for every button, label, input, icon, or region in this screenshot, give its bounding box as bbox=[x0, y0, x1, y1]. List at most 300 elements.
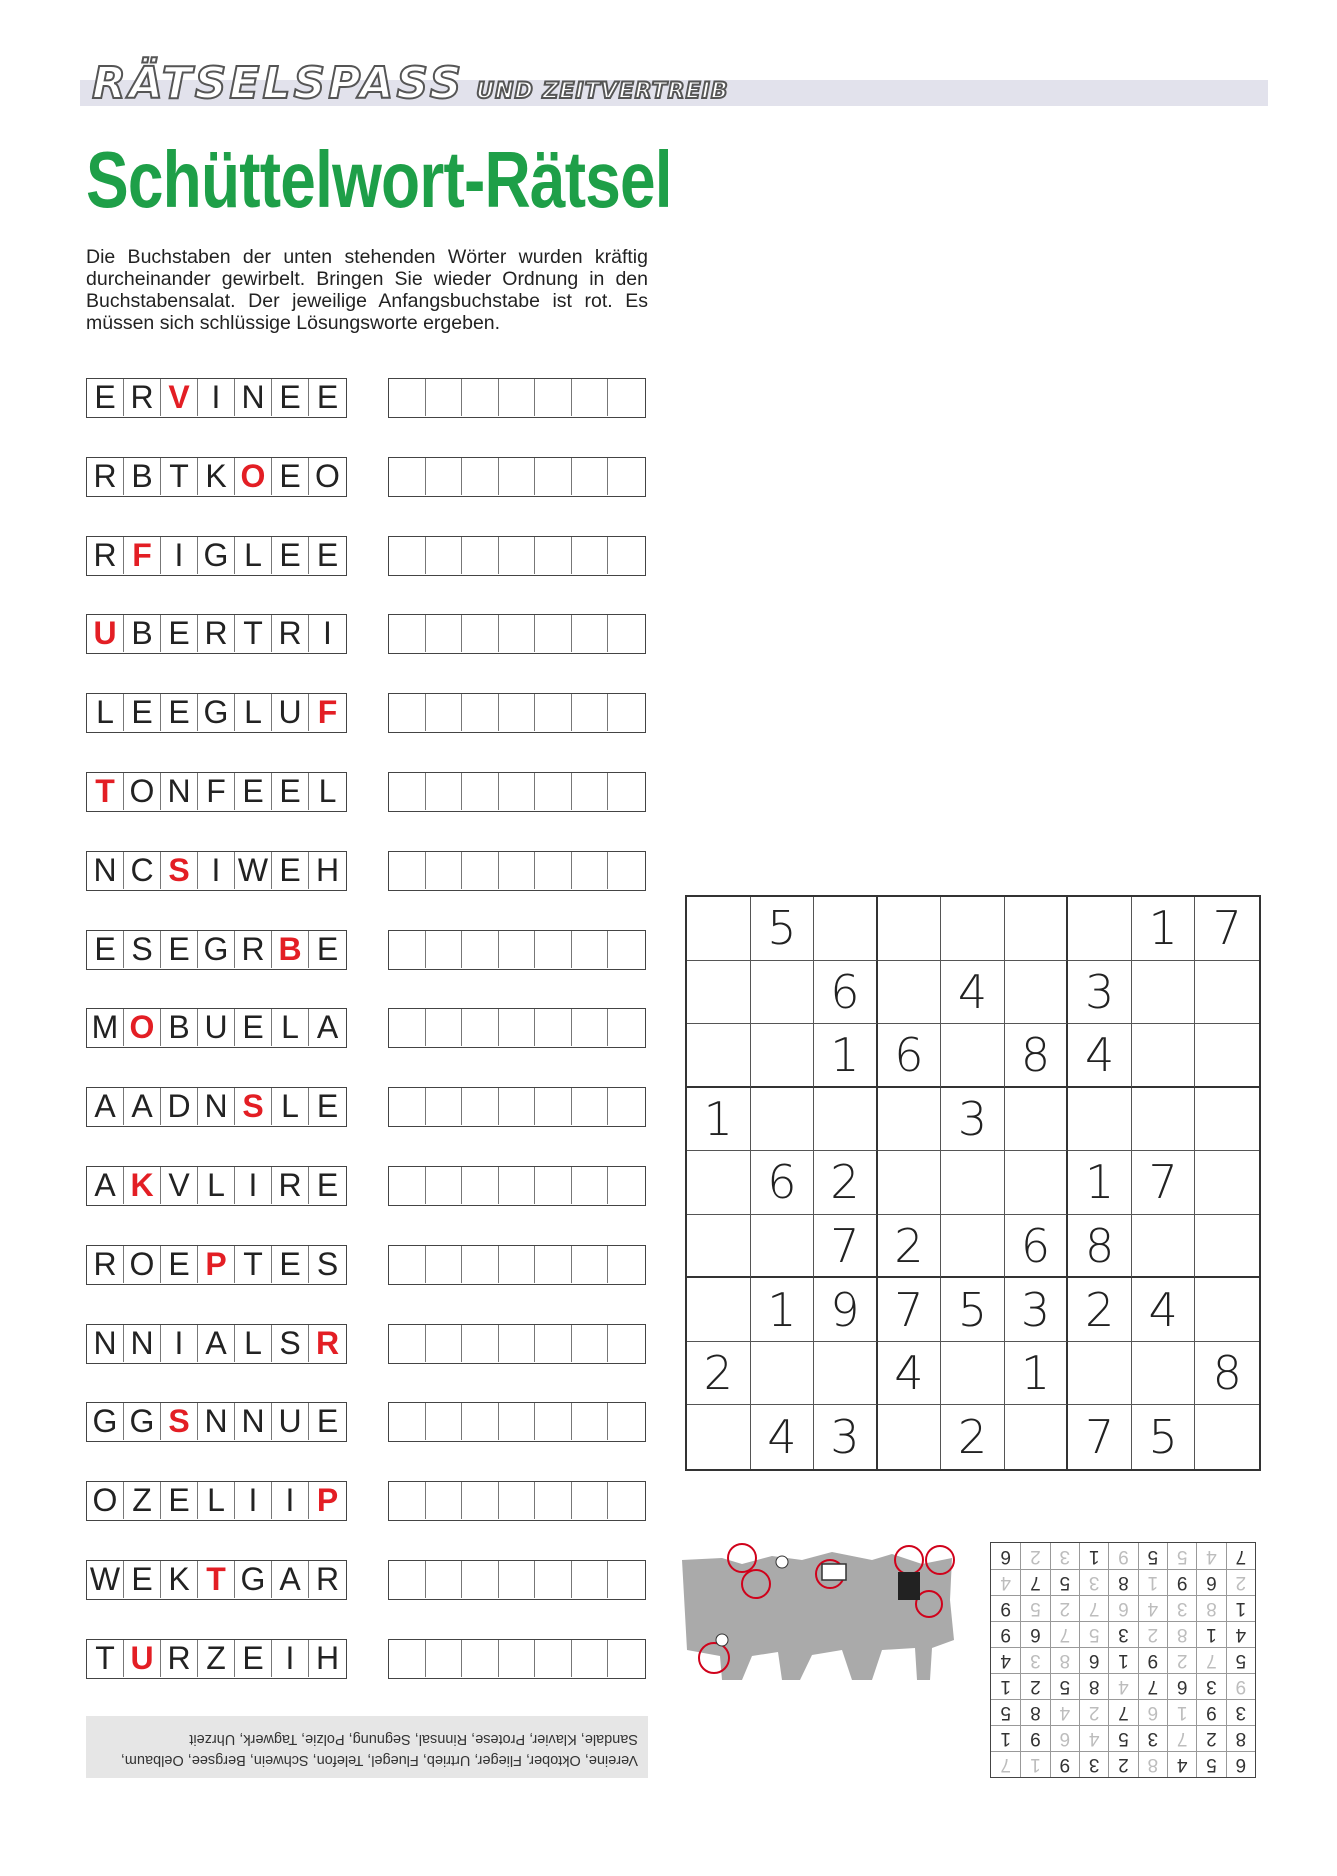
answer-cell[interactable] bbox=[426, 852, 463, 889]
puzzle-row bbox=[86, 1639, 651, 1681]
answer-cell[interactable] bbox=[426, 1561, 463, 1598]
sudoku-cell[interactable] bbox=[1005, 897, 1069, 961]
start-letter-cell: T bbox=[87, 773, 124, 810]
letter-cell: G bbox=[198, 694, 235, 731]
letter-cell: E bbox=[161, 1482, 198, 1519]
answer-cell[interactable] bbox=[499, 1561, 536, 1598]
letter-cell: D bbox=[161, 1088, 198, 1125]
answer-cell[interactable] bbox=[499, 1009, 536, 1046]
sudoku-cell[interactable] bbox=[1005, 961, 1069, 1025]
answer-cell[interactable] bbox=[462, 931, 499, 968]
start-letter-cell: R bbox=[315, 1324, 340, 1361]
answer-cell[interactable] bbox=[608, 1561, 645, 1598]
sudoku-cell[interactable] bbox=[878, 897, 942, 961]
answer-cell[interactable] bbox=[572, 1561, 609, 1598]
letter-cell: L bbox=[198, 1167, 235, 1204]
answer-boxes[interactable] bbox=[388, 536, 646, 576]
answer-cell[interactable] bbox=[426, 1009, 463, 1046]
answer-cell[interactable] bbox=[499, 1482, 536, 1519]
puzzle-row bbox=[86, 457, 651, 499]
answer-cell[interactable] bbox=[426, 1403, 463, 1440]
sudoku-cell[interactable] bbox=[687, 1278, 751, 1342]
sudoku-cell[interactable] bbox=[1132, 1342, 1196, 1406]
scrambled-word bbox=[86, 536, 347, 576]
answer-boxes[interactable] bbox=[388, 772, 646, 812]
puzzle-row bbox=[86, 1560, 651, 1602]
header-title-sub: UND ZEITVERTREIB bbox=[476, 79, 729, 104]
sudoku-cell[interactable] bbox=[1195, 1088, 1259, 1152]
sudoku-cell[interactable] bbox=[687, 1024, 751, 1088]
solution-box bbox=[86, 1716, 648, 1778]
letter-cell: N bbox=[235, 1403, 272, 1440]
answer-cell[interactable] bbox=[426, 1246, 463, 1283]
answer-cell[interactable] bbox=[535, 537, 572, 574]
answer-boxes[interactable] bbox=[388, 1245, 646, 1285]
answer-cell[interactable] bbox=[389, 1561, 426, 1598]
answer-boxes[interactable] bbox=[388, 1008, 646, 1048]
answer-cell[interactable] bbox=[426, 931, 463, 968]
letter-cell: S bbox=[316, 1245, 339, 1282]
sudoku-cell: 2 bbox=[1068, 1278, 1132, 1342]
mini-sudoku-cell: 1 bbox=[1196, 1621, 1225, 1647]
answer-cell[interactable] bbox=[572, 537, 609, 574]
answer-cell[interactable] bbox=[462, 1403, 499, 1440]
answer-cell[interactable] bbox=[389, 1325, 426, 1362]
answer-cell[interactable] bbox=[499, 379, 536, 416]
answer-cell[interactable] bbox=[608, 379, 645, 416]
letter-cell: K bbox=[198, 458, 235, 495]
answer-cell[interactable] bbox=[426, 1640, 463, 1677]
sudoku-cell[interactable] bbox=[1068, 1342, 1132, 1406]
puzzle-row bbox=[86, 1087, 651, 1129]
puzzle-row bbox=[86, 1008, 651, 1050]
letter-cell: W bbox=[87, 1561, 124, 1598]
answer-cell[interactable] bbox=[608, 852, 645, 889]
answer-cell[interactable] bbox=[499, 615, 536, 652]
mini-sudoku-cell: 4 bbox=[991, 1569, 1020, 1595]
letter-cell: T bbox=[161, 458, 198, 495]
answer-cell[interactable] bbox=[535, 1088, 572, 1125]
answer-boxes[interactable] bbox=[388, 1639, 646, 1679]
answer-cell[interactable] bbox=[499, 852, 536, 889]
start-letter-cell: O bbox=[235, 458, 272, 495]
answer-cell[interactable] bbox=[608, 1009, 645, 1046]
mini-sudoku-cell: 9 bbox=[1167, 1569, 1196, 1595]
sudoku-cell[interactable] bbox=[751, 961, 815, 1025]
letter-cell: N bbox=[124, 1325, 161, 1362]
start-letter-cell: B bbox=[272, 931, 309, 968]
mini-sudoku-cell: 8 bbox=[1138, 1751, 1167, 1777]
answer-cell[interactable] bbox=[608, 694, 645, 731]
answer-cell[interactable] bbox=[535, 1325, 572, 1362]
scrambled-word bbox=[86, 1402, 347, 1442]
answer-cell[interactable] bbox=[462, 379, 499, 416]
puzzle-row bbox=[86, 1324, 651, 1366]
answer-cell[interactable] bbox=[389, 537, 426, 574]
sudoku-cell[interactable] bbox=[814, 1088, 878, 1152]
answer-cell[interactable] bbox=[499, 1088, 536, 1125]
answer-cell[interactable] bbox=[462, 1009, 499, 1046]
letter-cell: E bbox=[316, 1403, 339, 1440]
sudoku-cell: 4 bbox=[878, 1342, 942, 1406]
answer-cell[interactable] bbox=[572, 1325, 609, 1362]
answer-cell[interactable] bbox=[499, 931, 536, 968]
start-letter-cell: O bbox=[124, 1009, 161, 1046]
mini-sudoku-cell: 9 bbox=[1196, 1699, 1225, 1725]
puzzle-row bbox=[86, 851, 651, 893]
answer-cell[interactable] bbox=[535, 931, 572, 968]
answer-cell[interactable] bbox=[535, 1167, 572, 1204]
sudoku-cell[interactable] bbox=[1132, 1215, 1196, 1279]
answer-cell[interactable] bbox=[462, 852, 499, 889]
start-letter-cell: U bbox=[124, 1640, 161, 1677]
mini-sudoku-cell: 8 bbox=[1196, 1595, 1225, 1621]
scrambled-word bbox=[86, 693, 347, 733]
answer-cell[interactable] bbox=[499, 773, 536, 810]
mini-sudoku-cell: 2 bbox=[1020, 1673, 1049, 1699]
sudoku-cell[interactable] bbox=[878, 1151, 942, 1215]
letter-cell: E bbox=[316, 1167, 339, 1203]
sudoku-cell[interactable] bbox=[941, 1342, 1005, 1406]
puzzle-row bbox=[86, 536, 651, 578]
sudoku-cell[interactable] bbox=[1005, 1151, 1069, 1215]
answer-cell[interactable] bbox=[572, 379, 609, 416]
sudoku-cell[interactable] bbox=[1132, 1024, 1196, 1088]
answer-boxes[interactable] bbox=[388, 930, 646, 970]
answer-boxes[interactable] bbox=[388, 693, 646, 733]
sudoku-cell: 4 bbox=[1132, 1278, 1196, 1342]
letter-cell: E bbox=[124, 694, 161, 731]
mini-sudoku-cell: 6 bbox=[1196, 1569, 1225, 1595]
answer-cell[interactable] bbox=[499, 1246, 536, 1283]
sudoku-cell[interactable] bbox=[1195, 1024, 1259, 1088]
puzzle-row bbox=[86, 1245, 651, 1287]
letter-cell: G bbox=[87, 1403, 124, 1440]
sudoku-cell[interactable] bbox=[1195, 1215, 1259, 1279]
answer-cell[interactable] bbox=[389, 694, 426, 731]
answer-cell[interactable] bbox=[462, 694, 499, 731]
answer-cell[interactable] bbox=[462, 773, 499, 810]
mini-sudoku-cell: 4 bbox=[1226, 1621, 1255, 1647]
sudoku-cell[interactable] bbox=[941, 1151, 1005, 1215]
answer-cell[interactable] bbox=[608, 1640, 645, 1677]
scrambled-word bbox=[86, 772, 347, 812]
answer-cell[interactable] bbox=[535, 773, 572, 810]
letter-cell: E bbox=[235, 1640, 272, 1677]
answer-cell[interactable] bbox=[499, 694, 536, 731]
mini-sudoku-cell: 2 bbox=[1196, 1725, 1225, 1751]
answer-boxes[interactable] bbox=[388, 1560, 646, 1600]
sudoku-cell[interactable] bbox=[941, 897, 1005, 961]
answer-cell[interactable] bbox=[389, 379, 426, 416]
sudoku-cell[interactable] bbox=[1132, 1088, 1196, 1152]
answer-cell[interactable] bbox=[572, 1403, 609, 1440]
answer-cell[interactable] bbox=[572, 931, 609, 968]
letter-cell: I bbox=[198, 852, 235, 889]
answer-cell[interactable] bbox=[462, 1088, 499, 1125]
answer-boxes[interactable] bbox=[388, 1087, 646, 1127]
answer-cell[interactable] bbox=[499, 1167, 536, 1204]
answer-cell[interactable] bbox=[572, 1088, 609, 1125]
answer-cell[interactable] bbox=[462, 1482, 499, 1519]
answer-cell[interactable] bbox=[389, 1640, 426, 1677]
scrambled-word bbox=[86, 1481, 347, 1521]
letter-cell: U bbox=[272, 1403, 309, 1440]
letter-cell: W bbox=[235, 852, 272, 889]
sudoku-cell[interactable] bbox=[1005, 1088, 1069, 1152]
mini-sudoku-cell: 1 bbox=[1108, 1647, 1137, 1673]
answer-cell[interactable] bbox=[389, 1009, 426, 1046]
answer-cell[interactable] bbox=[572, 852, 609, 889]
sudoku-cell: 8 bbox=[1005, 1024, 1069, 1088]
answer-cell[interactable] bbox=[608, 537, 645, 574]
answer-cell[interactable] bbox=[608, 458, 645, 495]
sudoku-cell[interactable] bbox=[941, 1215, 1005, 1279]
answer-cell[interactable] bbox=[462, 615, 499, 652]
sudoku-cell[interactable] bbox=[814, 897, 878, 961]
answer-boxes[interactable] bbox=[388, 851, 646, 891]
answer-cell[interactable] bbox=[426, 694, 463, 731]
answer-cell[interactable] bbox=[389, 1246, 426, 1283]
answer-cell[interactable] bbox=[426, 1482, 463, 1519]
answer-cell[interactable] bbox=[462, 1325, 499, 1362]
answer-boxes[interactable] bbox=[388, 1166, 646, 1206]
answer-cell[interactable] bbox=[572, 1167, 609, 1204]
sudoku-grid bbox=[685, 895, 1261, 1471]
letter-cell: R bbox=[161, 1640, 198, 1677]
answer-boxes[interactable] bbox=[388, 457, 646, 497]
answer-cell[interactable] bbox=[426, 1325, 463, 1362]
letter-cell: B bbox=[124, 615, 161, 652]
letter-cell: N bbox=[198, 1403, 235, 1440]
sudoku-cell[interactable] bbox=[1068, 897, 1132, 961]
answer-cell[interactable] bbox=[572, 615, 609, 652]
answer-cell[interactable] bbox=[535, 1482, 572, 1519]
sudoku-cell: 2 bbox=[941, 1405, 1005, 1469]
mini-sudoku-cell: 4 bbox=[991, 1647, 1020, 1673]
letter-cell: N bbox=[235, 379, 272, 416]
answer-cell[interactable] bbox=[499, 1403, 536, 1440]
letter-cell: E bbox=[316, 1088, 339, 1125]
sudoku-cell: 4 bbox=[751, 1405, 815, 1469]
mini-sudoku-cell: 3 bbox=[1108, 1621, 1137, 1647]
answer-cell[interactable] bbox=[499, 1640, 536, 1677]
answer-cell[interactable] bbox=[572, 1482, 609, 1519]
mini-sudoku-cell: 1 bbox=[991, 1673, 1020, 1699]
mini-sudoku-cell: 6 bbox=[1226, 1751, 1255, 1777]
sudoku-cell: 6 bbox=[1005, 1215, 1069, 1279]
sudoku-cell[interactable] bbox=[751, 1342, 815, 1406]
answer-cell[interactable] bbox=[426, 1088, 463, 1125]
answer-cell[interactable] bbox=[389, 458, 426, 495]
answer-cell[interactable] bbox=[572, 694, 609, 731]
answer-cell[interactable] bbox=[389, 852, 426, 889]
letter-cell: L bbox=[235, 1325, 272, 1362]
answer-cell[interactable] bbox=[535, 458, 572, 495]
sudoku-cell[interactable] bbox=[687, 1215, 751, 1279]
sudoku-cell[interactable] bbox=[1068, 1088, 1132, 1152]
answer-cell[interactable] bbox=[389, 1482, 426, 1519]
sudoku-cell[interactable] bbox=[878, 1405, 942, 1469]
letter-cell: E bbox=[161, 615, 198, 652]
answer-cell[interactable] bbox=[426, 773, 463, 810]
answer-cell[interactable] bbox=[572, 1246, 609, 1283]
letter-cell: E bbox=[272, 537, 309, 574]
mini-sudoku-cell: 9 bbox=[1108, 1543, 1137, 1569]
answer-cell[interactable] bbox=[462, 1167, 499, 1204]
mini-sudoku-cell: 6 bbox=[1108, 1595, 1137, 1621]
sudoku-cell[interactable] bbox=[878, 1088, 942, 1152]
answer-cell[interactable] bbox=[608, 1325, 645, 1362]
answer-cell[interactable] bbox=[608, 1246, 645, 1283]
sudoku-cell[interactable] bbox=[1195, 1278, 1259, 1342]
scrambled-word bbox=[86, 851, 347, 891]
start-letter-cell: T bbox=[198, 1561, 235, 1598]
answer-cell[interactable] bbox=[535, 1246, 572, 1283]
sudoku-cell[interactable] bbox=[878, 961, 942, 1025]
sudoku-cell[interactable] bbox=[1005, 1405, 1069, 1469]
letter-cell: S bbox=[272, 1325, 309, 1362]
sudoku-cell[interactable] bbox=[687, 1151, 751, 1215]
sudoku-cell[interactable] bbox=[941, 1024, 1005, 1088]
answer-cell[interactable] bbox=[572, 458, 609, 495]
mini-sudoku-cell: 1 bbox=[1020, 1751, 1049, 1777]
letter-cell: O bbox=[124, 1246, 161, 1283]
sudoku-cell: 4 bbox=[941, 961, 1005, 1025]
sudoku-cell[interactable] bbox=[814, 1342, 878, 1406]
letter-cell: I bbox=[272, 1640, 309, 1677]
sudoku-cell[interactable] bbox=[687, 961, 751, 1025]
answer-cell[interactable] bbox=[499, 1325, 536, 1362]
sudoku-cell[interactable] bbox=[687, 1405, 751, 1469]
letter-cell: R bbox=[315, 1561, 340, 1597]
answer-cell[interactable] bbox=[499, 537, 536, 574]
sudoku-cell[interactable] bbox=[687, 897, 751, 961]
answer-cell[interactable] bbox=[389, 615, 426, 652]
mini-sudoku-cell: 3 bbox=[1196, 1673, 1225, 1699]
sudoku-cell[interactable] bbox=[1195, 961, 1259, 1025]
answer-boxes[interactable] bbox=[388, 1324, 646, 1364]
answer-cell[interactable] bbox=[426, 458, 463, 495]
answer-cell[interactable] bbox=[426, 537, 463, 574]
answer-boxes[interactable] bbox=[388, 614, 646, 654]
scrambled-word bbox=[86, 457, 347, 497]
mini-sudoku-cell: 5 bbox=[1108, 1725, 1137, 1751]
sudoku-cell[interactable] bbox=[1132, 961, 1196, 1025]
answer-cell[interactable] bbox=[389, 773, 426, 810]
answer-cell[interactable] bbox=[535, 1561, 572, 1598]
sudoku-cell: 7 bbox=[1195, 897, 1259, 961]
letter-cell: R bbox=[124, 379, 161, 416]
puzzle-row bbox=[86, 930, 651, 972]
answer-cell[interactable] bbox=[535, 379, 572, 416]
mini-sudoku-cell: 7 bbox=[1167, 1725, 1196, 1751]
scrambled-word bbox=[86, 930, 347, 970]
letter-cell: G bbox=[124, 1403, 161, 1440]
answer-cell[interactable] bbox=[535, 694, 572, 731]
answer-cell[interactable] bbox=[572, 1009, 609, 1046]
answer-cell[interactable] bbox=[426, 1167, 463, 1204]
letter-cell: B bbox=[161, 1009, 198, 1046]
letter-cell: L bbox=[198, 1482, 235, 1519]
letter-cell: R bbox=[198, 615, 235, 652]
answer-cell[interactable] bbox=[535, 1403, 572, 1440]
sudoku-cell[interactable] bbox=[751, 1215, 815, 1279]
answer-cell[interactable] bbox=[462, 1561, 499, 1598]
answer-cell[interactable] bbox=[462, 537, 499, 574]
letter-cell: O bbox=[124, 773, 161, 810]
letter-cell: M bbox=[87, 1009, 124, 1046]
sudoku-cell[interactable] bbox=[751, 1024, 815, 1088]
answer-cell[interactable] bbox=[462, 1640, 499, 1677]
letter-cell: U bbox=[272, 694, 309, 731]
mini-sudoku-cell: 3 bbox=[1079, 1751, 1108, 1777]
sudoku-cell: 2 bbox=[878, 1215, 942, 1279]
letter-cell: N bbox=[87, 1325, 124, 1362]
sudoku-cell: 4 bbox=[1068, 1024, 1132, 1088]
letter-cell: T bbox=[235, 615, 272, 652]
answer-cell[interactable] bbox=[389, 1088, 426, 1125]
answer-cell[interactable] bbox=[535, 1009, 572, 1046]
sudoku-cell[interactable] bbox=[1195, 1151, 1259, 1215]
answer-cell[interactable] bbox=[608, 1088, 645, 1125]
answer-cell[interactable] bbox=[608, 773, 645, 810]
start-letter-cell: P bbox=[316, 1482, 339, 1519]
answer-cell[interactable] bbox=[462, 458, 499, 495]
letter-cell: E bbox=[161, 694, 198, 731]
answer-cell[interactable] bbox=[535, 615, 572, 652]
answer-cell[interactable] bbox=[608, 1403, 645, 1440]
sudoku-cell: 2 bbox=[687, 1342, 751, 1406]
answer-cell[interactable] bbox=[389, 1403, 426, 1440]
answer-boxes[interactable] bbox=[388, 1402, 646, 1442]
mini-sudoku-cell: 5 bbox=[1020, 1595, 1049, 1621]
answer-cell[interactable] bbox=[535, 852, 572, 889]
start-letter-cell: U bbox=[87, 615, 124, 652]
answer-cell[interactable] bbox=[426, 615, 463, 652]
letter-cell: R bbox=[87, 458, 124, 495]
answer-cell[interactable] bbox=[389, 1167, 426, 1204]
mini-sudoku-cell: 5 bbox=[1079, 1621, 1108, 1647]
answer-cell[interactable] bbox=[608, 1167, 645, 1204]
answer-cell[interactable] bbox=[462, 1246, 499, 1283]
start-letter-cell: S bbox=[161, 852, 198, 889]
answer-cell[interactable] bbox=[572, 773, 609, 810]
answer-boxes[interactable] bbox=[388, 378, 646, 418]
answer-cell[interactable] bbox=[426, 379, 463, 416]
answer-boxes[interactable] bbox=[388, 1481, 646, 1521]
letter-cell: R bbox=[235, 931, 272, 968]
answer-cell[interactable] bbox=[608, 615, 645, 652]
mini-sudoku-solution bbox=[990, 1542, 1256, 1778]
sudoku-cell[interactable] bbox=[1195, 1405, 1259, 1469]
mini-sudoku-cell: 8 bbox=[1050, 1647, 1079, 1673]
letter-cell: E bbox=[316, 379, 339, 415]
answer-cell[interactable] bbox=[535, 1640, 572, 1677]
letter-cell: I bbox=[235, 1167, 272, 1204]
mini-sudoku-cell: 5 bbox=[1196, 1751, 1225, 1777]
letter-cell: E bbox=[235, 1009, 272, 1046]
puzzle-row bbox=[86, 1166, 651, 1208]
answer-cell[interactable] bbox=[572, 1640, 609, 1677]
mini-sudoku-cell: 3 bbox=[1079, 1569, 1108, 1595]
sudoku-cell[interactable] bbox=[751, 1088, 815, 1152]
answer-cell[interactable] bbox=[608, 1482, 645, 1519]
answer-cell[interactable] bbox=[499, 458, 536, 495]
answer-cell[interactable] bbox=[608, 931, 645, 968]
answer-cell[interactable] bbox=[389, 931, 426, 968]
letter-cell: O bbox=[315, 457, 340, 494]
